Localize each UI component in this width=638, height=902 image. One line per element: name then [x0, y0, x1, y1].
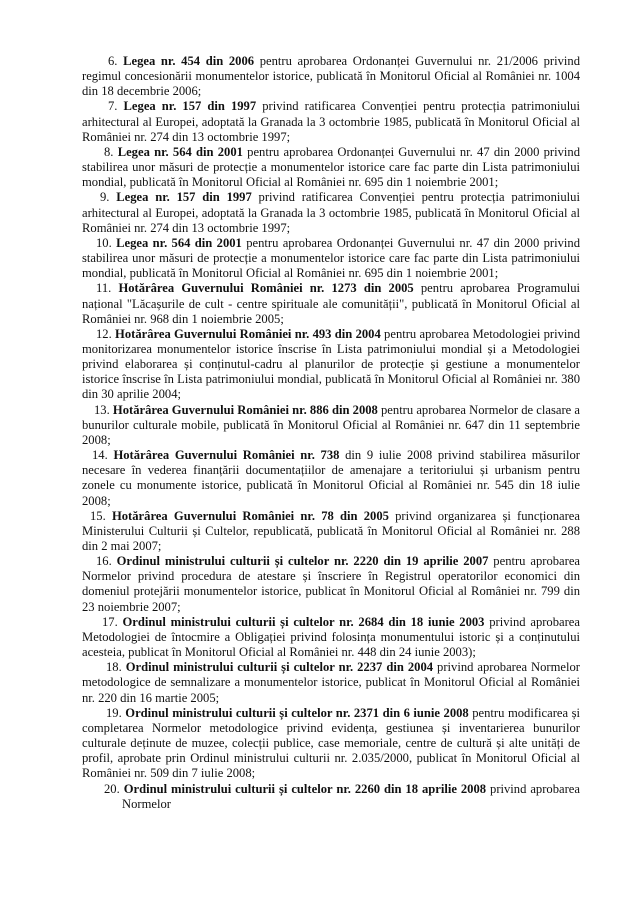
item-number: 6.	[108, 54, 118, 68]
item-title: Legea nr. 157 din 1997	[116, 190, 252, 205]
item-text: pentru aprobarea Ordonanței Guvernului nr. 21/2006 privind regimul concesionării monumentelor istorice, publicată în Monitorul Oficial al României nr. 1004 din 18 decembrie 2006;	[82, 54, 580, 99]
item-text: pentru aprobarea Normelor privind procedura de atestare și înscriere în Registrul operatorilor economici din domeniul protejării monumentelor istorice, publicat în Monitorul Oficial al României nr. 799 din 23 noiembrie 2007;	[82, 554, 581, 614]
item-title: Hotărârea Guvernului României nr. 1273 din 2005	[118, 281, 414, 296]
item-text: pentru aprobarea Ordonanței Guvernului nr. 47 din 2000 privind stabilirea unor măsuri de protecție a monumentelor istorice care fac parte din Lista patrimoniului mondial, publicată în Monitorul Oficial al României nr. 695 din 1 noiembrie 2001;	[82, 235, 580, 281]
item-text: privind aprobarea Normelor	[122, 781, 580, 811]
item-number: 12.	[96, 326, 112, 341]
item-number: 16.	[96, 554, 112, 569]
item-number: 8.	[104, 144, 114, 159]
item-title: Ordinul ministrului culturii și cultelor nr. 2371 din 6 iunie 2008	[125, 705, 469, 720]
item-number: 11.	[96, 281, 112, 296]
item-text: privind aprobarea Metodologiei de întocmire a Obligației privind folosința monumentului istoric și a conținutului acesteia, publicat în Monitorul Oficial al României nr. 448 din 24 iunie 2003);	[82, 614, 580, 660]
item-title: Legea nr. 157 din 1997	[123, 99, 257, 114]
item-title: Hotărârea Guvernului României nr. 493 din 2004	[115, 326, 381, 341]
item-number: 15.	[90, 508, 106, 523]
item-text: privind organizarea și funcționarea Ministerului Culturii și Cultelor, republicată, publicată în Monitorul Oficial al României nr. 288 din 2 mai 2007;	[82, 508, 580, 553]
item-title: Ordinul ministrului culturii și cultelor nr. 2220 din 19 aprilie 2007	[116, 554, 489, 569]
item-number: 10.	[96, 235, 112, 250]
list-item-14	[82, 448, 580, 509]
item-number: 18.	[106, 660, 122, 675]
list-item-18	[82, 660, 580, 705]
list-item-7	[82, 99, 580, 144]
item-text: pentru aprobarea Ordonanței Guvernului nr. 47 din 2000 privind stabilirea unor măsuri de protecție a monumentelor istorice care fac parte din Lista patrimoniului mondial, publicată în Monitorul Oficial al României nr. 695 din 1 noiembrie 2001;	[82, 144, 580, 190]
item-number: 7.	[108, 99, 118, 114]
list-item-6	[82, 54, 580, 99]
item-title: Ordinul ministrului culturii și cultelor nr. 2684 din 18 iunie 2003	[122, 614, 485, 629]
item-number: 13.	[94, 402, 110, 417]
list-item-12	[82, 327, 580, 403]
list-item-9	[82, 190, 580, 235]
list-item-20	[82, 782, 580, 812]
item-title: Legea nr. 564 din 2001	[117, 144, 243, 159]
item-title: Legea nr. 564 din 2001	[116, 235, 242, 250]
item-text: privind aprobarea Normelor metodologice de semnalizare a monumentelor istorice, publicat în Monitorul Oficial al României nr. 220 din 16 martie 2005;	[82, 660, 580, 705]
item-title: Hotărârea Guvernului României nr. 886 din 2008	[112, 402, 378, 417]
item-title: Ordinul ministrului culturii și cultelor nr. 2237 din 2004	[125, 660, 434, 675]
item-title: Legea nr. 454 din 2006	[123, 54, 255, 68]
list-item-8	[82, 145, 580, 190]
list-item-17	[82, 615, 580, 660]
item-title: Hotărârea Guvernului României nr. 78 din 2005	[111, 508, 389, 523]
item-title: Ordinul ministrului culturii și cultelor nr. 2260 din 18 aprilie 2008	[123, 781, 487, 796]
item-number: 19.	[106, 705, 122, 720]
item-text: pentru aprobarea Metodologiei privind monitorizarea monumentelor istorice înscrise în Lista patrimoniului mondial și a Metodologiei privind elaborarea și conținutul-cadru al planurilor de protecție și gestiune a monumentelor istorice înscrise în Lista patrimoniului mondial, publicată în Monitorul Oficial al României nr. 380 din 30 aprilie 2004;	[82, 326, 580, 402]
list-item-19	[82, 706, 580, 782]
list-item-11	[82, 281, 580, 326]
item-number: 20.	[104, 781, 120, 796]
list-item-16	[82, 554, 580, 615]
item-text: privind ratificarea Convenției pentru protecția patrimoniului arhitectural al Europei, adoptată la Granada la 3 octombrie 1985, publicată în Monitorul Oficial al României nr. 274 din 13 octombrie 1997;	[82, 190, 580, 235]
item-text: pentru aprobarea Normelor de clasare a bunurilor culturale mobile, publicată în Monitorul Oficial al României nr. 647 din 11 septembrie 2008;	[82, 402, 581, 447]
item-title: Hotărârea Guvernului României nr. 738	[113, 448, 340, 463]
list-item-10	[82, 236, 580, 281]
item-text: din 9 iulie 2008 privind stabilirea măsurilor necesare în vederea finanțării documentațiilor de amenajare a teritoriului și urbanism pentru zonele cu monumente istorice, publicată în Monitorul Oficial al României nr. 545 din 18 iulie 2008;	[82, 448, 580, 508]
item-text: pentru modificarea și completarea Normelor metodologice privind evidența, gestiunea și inventarierea bunurilor culturale deținute de muzee, colecții publice, case memoriale, centre de cultură și alte unități de profil, aprobate prin Ordinul ministrului culturii nr. 2.035/2000, publicat în Monitorul Oficial al României nr. 509 din 7 iulie 2008;	[82, 705, 580, 781]
item-text: pentru aprobarea Programului național "Lăcașurile de cult - centre spirituale ale comunității", publicată în Monitorul Oficial al României nr. 968 din 1 noiembrie 2005;	[82, 281, 580, 326]
item-number: 14.	[92, 448, 108, 463]
list-item-13	[82, 403, 580, 448]
item-number: 17.	[102, 614, 118, 629]
list-item-15	[82, 509, 580, 554]
item-number: 9.	[100, 190, 110, 205]
item-text: privind ratificarea Convenției pentru protecția patrimoniului arhitectural al Europei, adoptată la Granada la 3 octombrie 1985, publicată în Monitorul Oficial al României nr. 274 din 13 octombrie 1997;	[82, 99, 580, 144]
